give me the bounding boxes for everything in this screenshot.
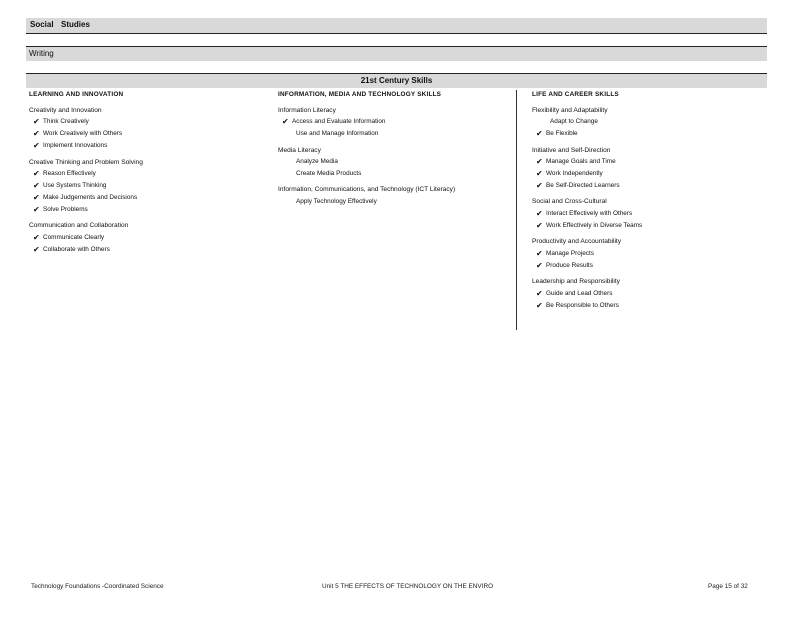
skill-item-label: Collaborate with Others: [43, 245, 110, 253]
column-heading: LIFE AND CAREER SKILLS: [532, 91, 619, 98]
skill-group-title: Information Literacy: [278, 106, 336, 114]
skill-group-title: Communication and Collaboration: [29, 222, 129, 230]
check-mark-icon: ✔: [33, 244, 40, 254]
skill-item-label: Reason Effectively: [43, 170, 96, 178]
skill-item-label: Produce Results: [546, 261, 593, 269]
skill-group-title: Information, Communications, and Technology (ICT Literacy): [278, 186, 456, 194]
skill-item: [29, 192, 269, 204]
skill-item-label: Use and Manage Information: [296, 130, 379, 138]
skill-item: [29, 204, 269, 216]
skill-group: [532, 198, 762, 232]
check-mark-icon: ✔: [536, 248, 543, 258]
check-mark-icon: ✔: [33, 205, 40, 215]
subject-label: Social: [30, 20, 54, 29]
skill-item: [532, 168, 762, 180]
check-mark-icon: ✔: [33, 169, 40, 179]
column-information-media-technology: [278, 91, 513, 214]
check-mark-icon: ✔: [282, 117, 289, 127]
check-mark-icon: ✔: [536, 181, 543, 191]
skill-group: [278, 147, 513, 181]
check-mark-icon: ✔: [33, 193, 40, 203]
skill-item-label: Access and Evaluate Information: [292, 118, 386, 126]
skill-group-title: Initiative and Self-Direction: [532, 146, 611, 154]
skill-item-label: Guide and Lead Others: [546, 289, 613, 297]
skill-group: [29, 222, 269, 256]
skill-group-title: Leadership and Responsibility: [532, 278, 620, 286]
skill-item: [532, 220, 762, 232]
skill-item-label: Be Responsible to Others: [546, 301, 619, 309]
skill-item-label: Analyze Media: [296, 158, 338, 166]
skill-item: [29, 232, 269, 244]
skill-group-title: Flexibility and Adaptability: [532, 106, 608, 114]
check-mark-icon: ✔: [33, 117, 40, 127]
check-mark-icon: ✔: [536, 220, 543, 230]
skill-group: [278, 107, 513, 141]
skill-item: [29, 141, 269, 153]
skill-item-label: Work Creatively with Others: [43, 130, 123, 138]
skill-item: [532, 300, 762, 312]
skill-group-title: Creative Thinking and Problem Solving: [29, 158, 143, 166]
skill-group-title: Creativity and Innovation: [29, 106, 102, 114]
skill-item-label: Solve Problems: [43, 206, 88, 214]
check-mark-icon: ✔: [33, 141, 40, 151]
area-label: Writing: [29, 49, 54, 58]
check-mark-icon: ✔: [536, 169, 543, 179]
check-mark-icon: ✔: [536, 129, 543, 139]
skill-group-title: Media Literacy: [278, 146, 321, 154]
subject-label-2: Studies: [61, 20, 90, 29]
skill-item-label: Manage Goals and Time: [546, 158, 616, 166]
check-mark-icon: ✔: [536, 300, 543, 310]
skill-item-label: Work Effectively in Diverse Teams: [546, 221, 643, 229]
skill-item: [532, 248, 762, 260]
check-mark-icon: ✔: [536, 288, 543, 298]
skill-group: [532, 147, 762, 193]
skill-item: [532, 208, 762, 220]
skill-group: [29, 107, 269, 153]
skill-group-title: Productivity and Accountability: [532, 238, 622, 246]
area-band: [26, 46, 767, 61]
skill-item: [29, 180, 269, 192]
skill-item: [278, 156, 513, 168]
skill-item: [532, 156, 762, 168]
skill-item-label: Be Flexible: [546, 130, 578, 138]
column-heading: LEARNING AND INNOVATION: [29, 91, 124, 98]
skill-item-label: Make Judgements and Decisions: [43, 194, 138, 202]
skill-item-label: Think Creatively: [43, 118, 89, 126]
footer-page-number: Page 15 of 32: [708, 583, 748, 590]
skill-item: [278, 129, 513, 141]
check-mark-icon: ✔: [536, 157, 543, 167]
skill-group: [532, 278, 762, 312]
column-heading: INFORMATION, MEDIA AND TECHNOLOGY SKILLS: [278, 91, 442, 98]
footer-unit: Unit 5 THE EFFECTS OF TECHNOLOGY ON THE ENVIRO: [322, 583, 494, 590]
skill-group: [29, 159, 269, 217]
skill-item-label: Be Self-Directed Learners: [546, 182, 620, 190]
skill-item-label: Use Systems Thinking: [43, 182, 107, 190]
skill-group: [532, 238, 762, 272]
skill-item: [29, 129, 269, 141]
footer-course: Technology Foundations -Coordinated Science: [31, 583, 164, 590]
skill-item: [532, 180, 762, 192]
skill-item-label: Work Independently: [546, 170, 603, 178]
skill-item: [29, 244, 269, 256]
skill-item: [278, 117, 513, 129]
skill-item-label: Implement Innovations: [43, 142, 108, 150]
check-mark-icon: ✔: [33, 232, 40, 242]
skill-group-title: Social and Cross-Cultural: [532, 198, 607, 206]
skill-item: [29, 168, 269, 180]
skill-group: [278, 186, 513, 208]
column-life-career: [532, 91, 762, 318]
skill-item: [532, 288, 762, 300]
skill-group: [532, 107, 762, 141]
subject-band: [26, 18, 767, 34]
skills-title: 21st Century Skills: [360, 76, 433, 85]
skills-band: [26, 73, 767, 88]
skill-item-label: Communicate Clearly: [43, 233, 105, 241]
check-mark-icon: ✔: [536, 260, 543, 270]
skill-item-label: Adapt to Change: [550, 118, 598, 126]
column-learning-innovation: [29, 91, 269, 262]
check-mark-icon: ✔: [33, 181, 40, 191]
skill-item-label: Interact Effectively with Others: [546, 209, 633, 217]
skill-item: [532, 260, 762, 272]
skill-item: [278, 196, 513, 208]
column-divider: [516, 90, 517, 330]
skill-item: [532, 129, 762, 141]
check-mark-icon: ✔: [536, 208, 543, 218]
skill-item: [532, 117, 762, 129]
skill-item-label: Manage Projects: [546, 249, 594, 257]
skill-item-label: Apply Technology Effectively: [296, 197, 377, 205]
skill-item: [29, 117, 269, 129]
skill-item-label: Create Media Products: [296, 170, 362, 178]
check-mark-icon: ✔: [33, 129, 40, 139]
skill-item: [278, 168, 513, 180]
